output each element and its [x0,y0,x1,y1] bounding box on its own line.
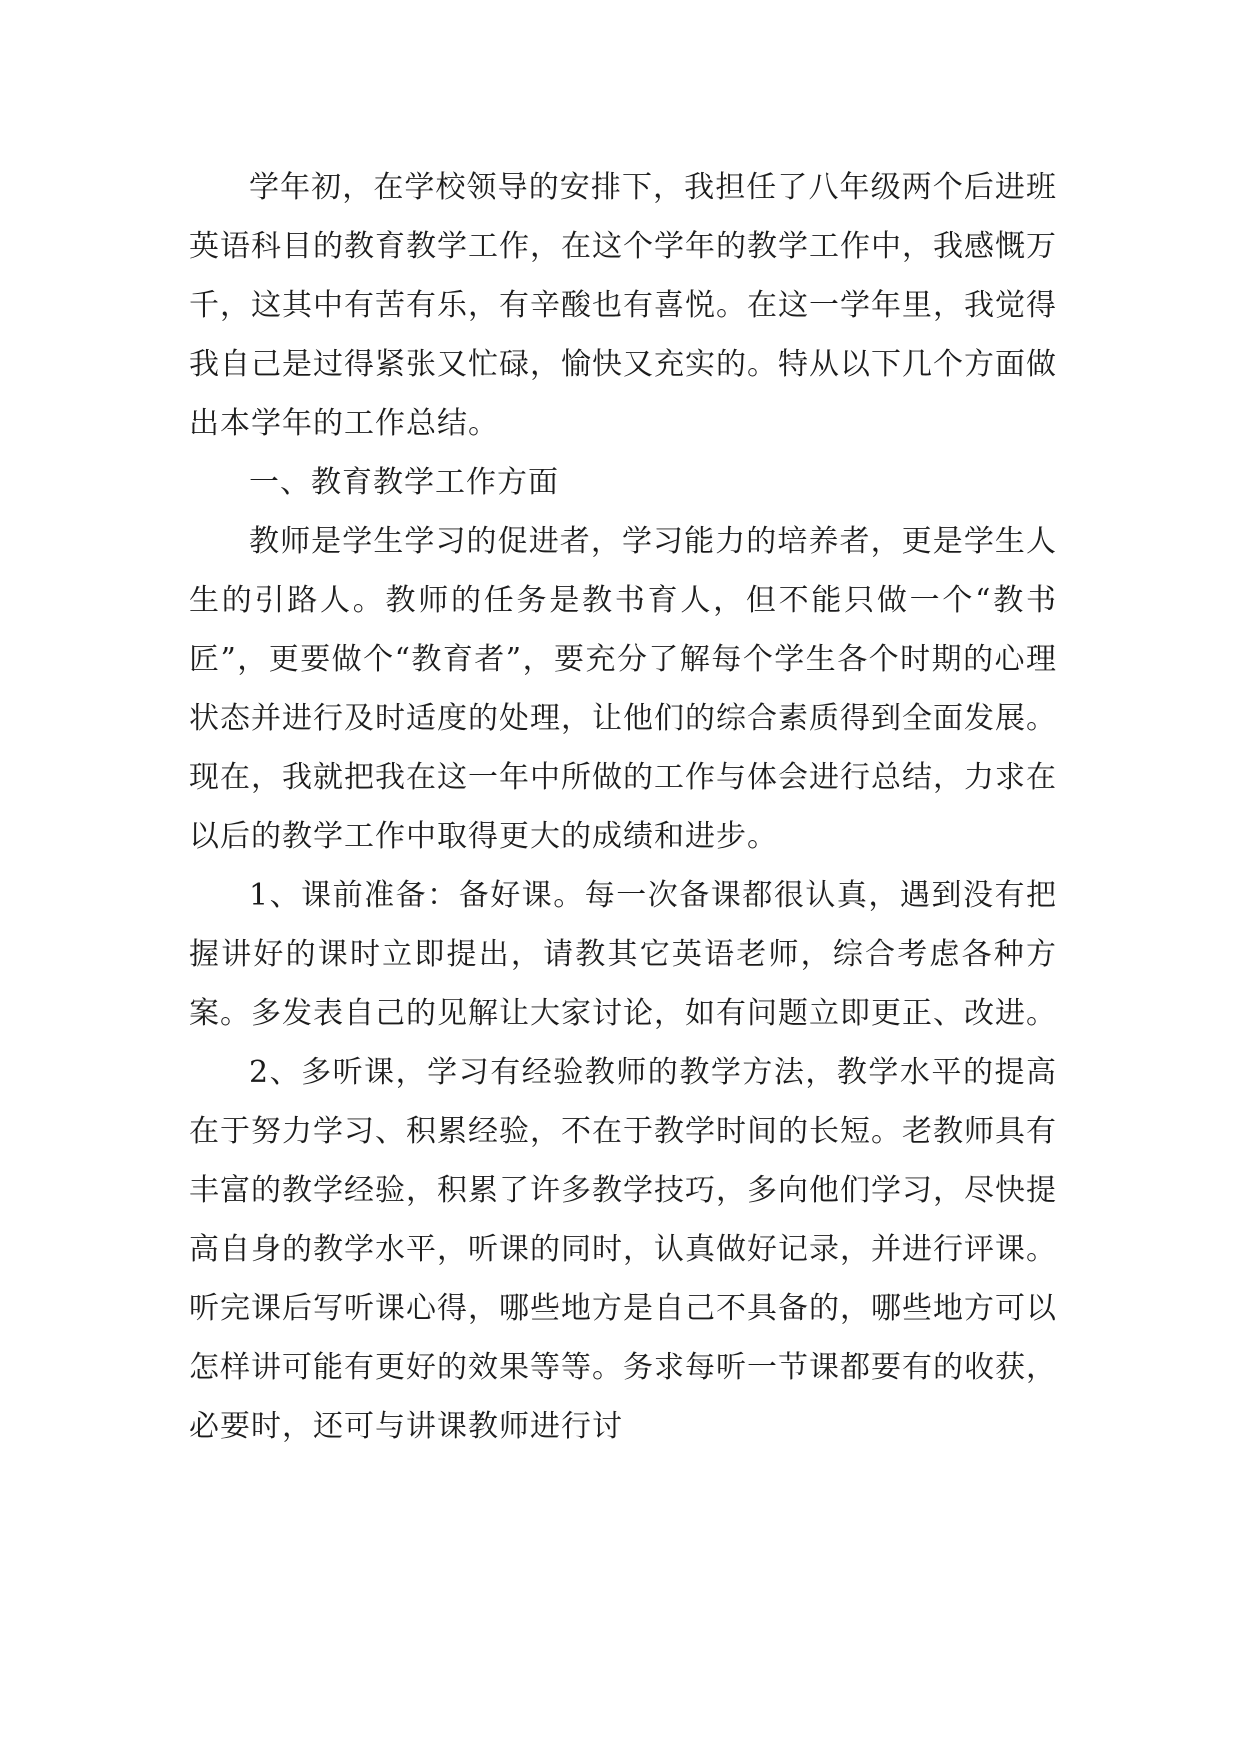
paragraph-intro: 学年初，在学校领导的安排下，我担任了八年级两个后进班英语科目的教育教学工作，在这个学年的教学工作中，我感慨万千，这其中有苦有乐，有辛酸也有喜悦。在这一学年里，我觉得我自己是过得紧张又忙碌，愉快又充实的。特从以下几个方面做出本学年的工作总结。 [189,170,1057,441]
paragraph-observing-lessons: 2、多听课，学习有经验教师的教学方法，教学水平的提高在于努力学习、积累经验，不在于教学时间的长短。老教师具有丰富的教学经验，积累了许多教学技巧，多向他们学习，尽快提高自身的教学水平，听课的同时，认真做好记录，并进行评课。听完课后写听课心得，哪些地方是自己不具备的，哪些地方可以怎样讲可能有更好的效果等等。务求每听一节课都要有的收获，必要时，还可与讲课教师进行讨 [189,1055,1057,1444]
paragraph-lesson-preparation: 1、课前准备：备好课。每一次备课都很认真，遇到没有把握讲好的课时立即提出，请教其它英语老师，综合考虑各种方案。多发表自己的见解让大家讨论，如有问题立即更正、改进。 [189,878,1057,1031]
document-body [189,158,1057,1456]
section-heading-teaching-work: 一、教育教学工作方面 [249,465,559,500]
paragraph-teacher-role: 教师是学生学习的促进者，学习能力的培养者，更是学生人生的引路人。教师的任务是教书育人，但不能只做一个“教书匠”，更要做个“教育者”，要充分了解每个学生各个时期的心理状态并进行及时适度的处理，让他们的综合素质得到全面发展。现在，我就把我在这一年中所做的工作与体会进行总结，力求在以后的教学工作中取得更大的成绩和进步。 [189,524,1057,854]
